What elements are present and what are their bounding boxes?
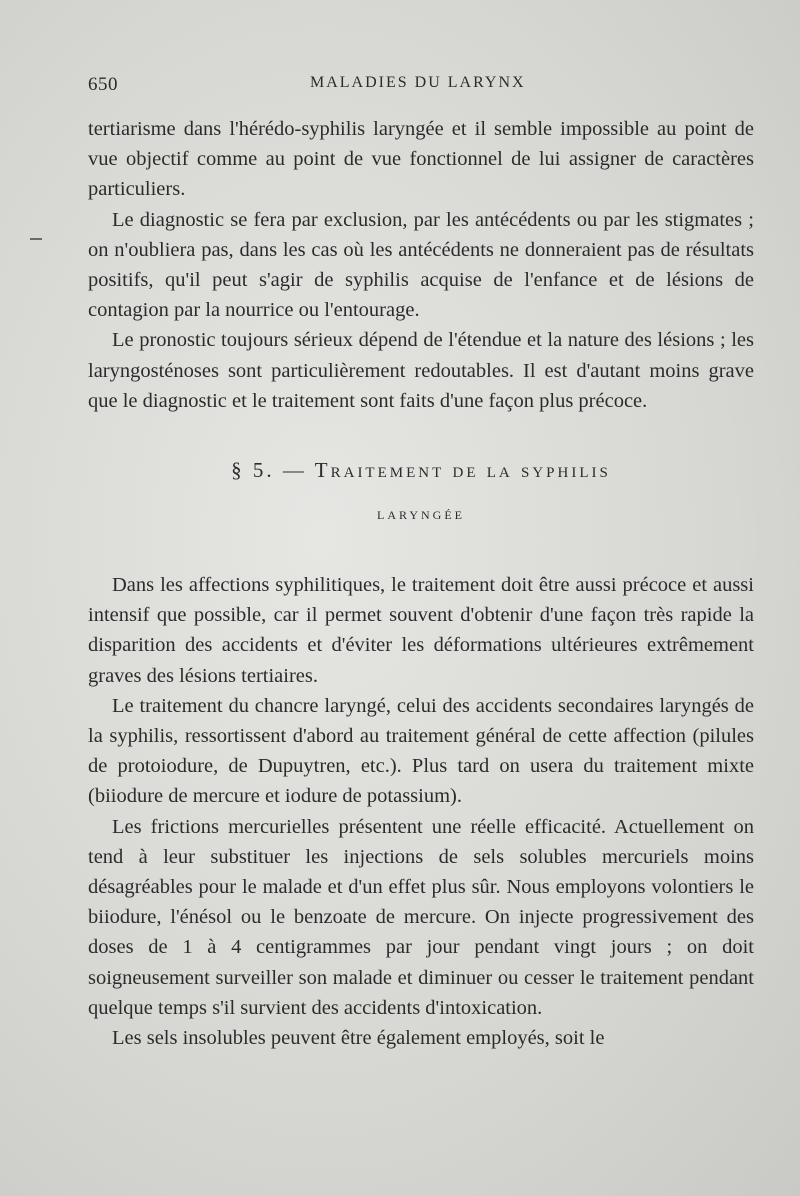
paragraph: tertiarisme dans l'hérédo-syphilis laryngée et il semble impossible au point de vue objectif comme au point de vue fonctionnel de lui assigner de caractères particuliers. (88, 118, 754, 201)
paragraph: Le traitement du chancre laryngé, celui des accidents secondaires laryngés de la syphilis, ressortissent d'abord au traitement général de cette affection (pilules de protoiodure, de Dupuytren, etc.). Plus tard on usera du traitement mixte (biiodure de mercure et iodure de potassium). (88, 694, 754, 808)
paragraph: Les sels insolubles peuvent être également employés, soit le (112, 1027, 605, 1050)
page-number: 650 (88, 74, 118, 95)
margin-mark (30, 238, 42, 240)
paragraph: Le diagnostic se fera par exclusion, par les antécédents ou par les stigmates ; on n'oubliera pas, dans les cas où les antécédents ne donneraient pas de résultats positifs, qu'il peut s'agir de syphilis acquise de l'enfance et de lésions de contagion par la nourrice ou l'entourage. (88, 208, 754, 322)
section-title-continued: laryngée (377, 504, 465, 524)
body-text (88, 114, 754, 1053)
section-heading (88, 448, 754, 536)
paragraph: Dans les affections syphilitiques, le traitement doit être aussi précoce et aussi intensif que possible, car il permet souvent d'obtenir d'une façon très rapide la disparition des accidents et d'éviter les déformations ultérieures extrêmement graves des lésions tertiaires. (88, 574, 754, 687)
running-title: MALADIES DU LARYNX (310, 74, 526, 91)
book-page (88, 70, 754, 1053)
page-header (88, 70, 754, 104)
section-title: § 5. — Traitement de la syphilis (231, 458, 611, 483)
paragraph: Le pronostic toujours sérieux dépend de l'étendue et la nature des lésions ; les laryngosténoses sont particulièrement redoutables. Il est d'autant moins grave que le diagnostic et le traitement sont faits d'une façon plus précoce. (88, 329, 754, 412)
paragraph: Les frictions mercurielles présentent une réelle efficacité. Actuellement on tend à leur substituer les injections de sels solubles mercuriels moins désagréables pour le malade et d'un effet plus sûr. Nous employons volontiers le biiodure, l'énésol ou le benzoate de mercure. On injecte progressivement des doses de 1 à 4 centigrammes par jour pendant vingt jours ; on doit soigneusement surveiller son malade et diminuer ou cesser le traitement pendant quelque temps s'il survient des accidents d'intoxication. (88, 815, 754, 1019)
